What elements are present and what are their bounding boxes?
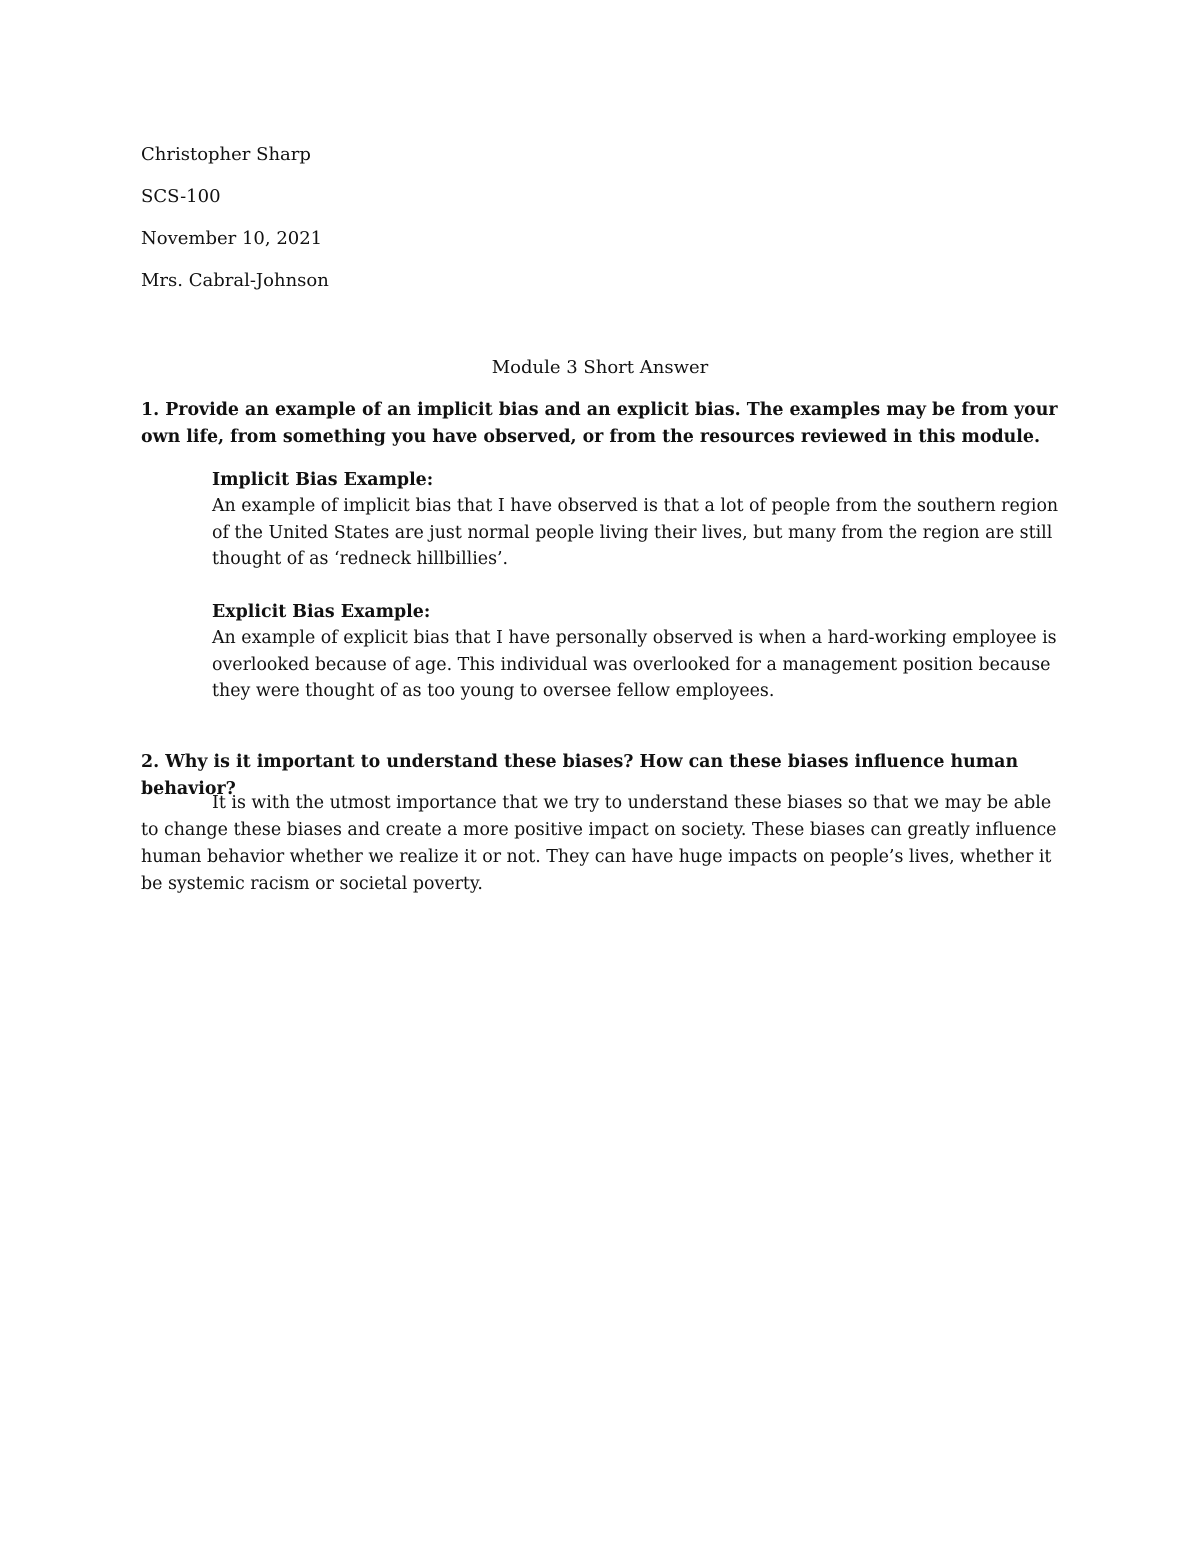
implicit-bias-text: An example of implicit bias that I have observed is that a lot of people from the southern region of the United States are just normal people living their lives, but many from the region are still thought of as ‘redneck hillbillies’. xyxy=(212,496,1059,569)
submission-date: November 10, 2021 xyxy=(141,228,323,249)
page-title: Module 3 Short Answer xyxy=(491,357,709,378)
explicit-bias-heading: Explicit Bias Example: xyxy=(212,602,431,622)
implicit-bias-section xyxy=(212,467,1072,573)
implicit-bias-heading: Implicit Bias Example: xyxy=(212,470,434,490)
question-2: 2. Why is it important to understand these biases? How can these biases influence human behavior? xyxy=(141,752,1019,799)
course-code: SCS-100 xyxy=(141,186,221,207)
instructor-name: Mrs. Cabral-Johnson xyxy=(141,270,329,291)
question-2-answer: It is with the utmost importance that we try to understand these biases so that we may be able to change these biases and create a more positive impact on society. These biases can greatly influence human behavior whether we realize it or not. They can have huge impacts on people’s lives, whether it be systemic racism or societal poverty. xyxy=(141,793,1057,894)
explicit-bias-section xyxy=(212,599,1072,705)
student-name: Christopher Sharp xyxy=(141,144,311,165)
question-1: 1. Provide an example of an implicit bias and an explicit bias. The examples may be from your own life, from something you have observed, or from the resources reviewed in this module. xyxy=(141,400,1058,447)
explicit-bias-text: An example of explicit bias that I have personally observed is when a hard-working employee is overlooked because of age. This individual was overlooked for a management position because they were thought of as too young to oversee fellow employees. xyxy=(212,628,1057,701)
